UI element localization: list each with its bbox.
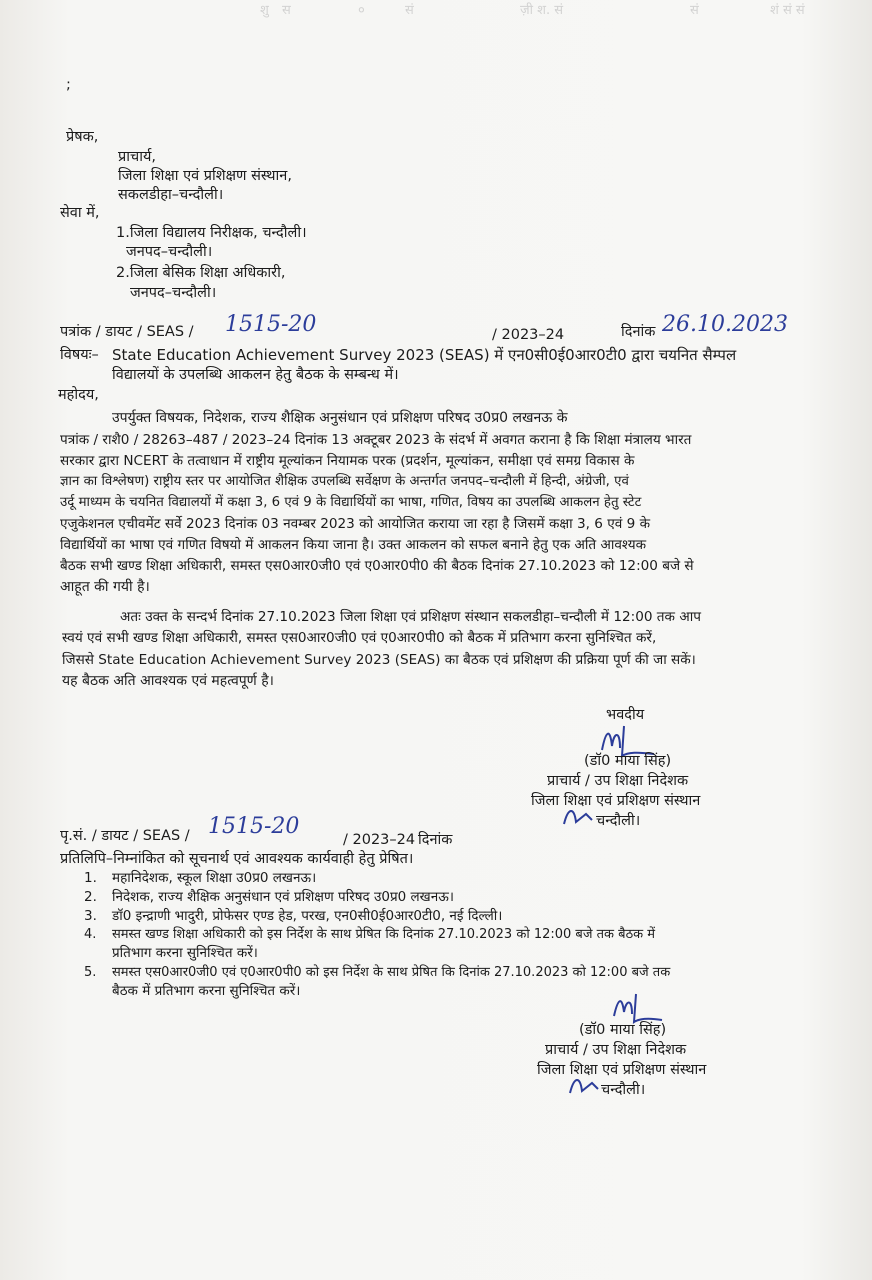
bleed-text: ज़ी श. सं [520, 3, 564, 18]
signatory-name: (डॉ0 माया सिंह) [579, 1022, 667, 1038]
body-line: अतः उक्त के सन्दर्भ दिनांक 27.10.2023 जिला शिक्षा एवं प्रशिक्षण संस्थान सकलडीहा–चन्दौली में 12:00 तक आप [120, 609, 701, 625]
subject-label: विषयः– [60, 347, 99, 363]
list-number: 2. [84, 889, 97, 905]
recipient-line: 1.जिला विद्यालय निरीक्षक, चन्दौली। [116, 225, 307, 241]
bleed-text: सं [690, 3, 699, 18]
list-number: 1. [84, 870, 97, 886]
initials-mark [566, 1073, 602, 1099]
body-line: बैठक सभी खण्ड शिक्षा अधिकारी, समस्त एस0आर0जी0 एवं ए0आर0पी0 की बैठक दिनांक 27.10.2023 को 12:00 बजे से [60, 558, 694, 574]
list-item: समस्त एस0आर0जी0 एवं ए0आर0पी0 को इस निर्देश के साथ प्रेषित कि दिनांक 27.10.2023 को 12:00 बजे तक [112, 965, 671, 980]
date-label: दिनांक [621, 324, 656, 340]
sender-label: प्रेषक, [66, 129, 99, 145]
signatory-org: जिला शिक्षा एवं प्रशिक्षण संस्थान [531, 793, 701, 809]
subject-line: विद्यालयों के उपलब्धि आकलन हेतु बैठक के सम्बन्ध में। [112, 367, 399, 383]
list-item-continued: बैठक में प्रतिभाग करना सुनिश्चित करें। [112, 983, 301, 999]
list-item: निदेशक, राज्य शैक्षिक अनुसंधान एवं प्रशिक्षण परिषद उ0प्र0 लखनऊ। [112, 889, 454, 905]
recipient-line: जनपद–चन्दौली। [126, 244, 213, 260]
body-line: उर्दू माध्यम के चयनित विद्यालयों में कक्षा 3, 6 एवं 9 के विद्यार्थियों का भाषा, गणित, विषय का उपलब्धि आकलन हेतु स्टेट [60, 495, 642, 510]
subject-line: State Education Achievement Survey 2023 (SEAS) में एन0सी0ई0आर0टी0 द्वारा चयनित सैम्पल [112, 346, 737, 364]
bleed-text: स [282, 3, 291, 18]
body-line: पत्रांक / राशै0 / 28263–487 / 2023–24 दिनांक 13 अक्टूबर 2023 के संदर्भ में अवगत कराना है कि शिक्षा मंत्रालय भारत [60, 432, 692, 448]
list-number: 4. [84, 927, 97, 942]
handwritten-date: 26.10.2023 [662, 312, 788, 337]
sender-line: प्राचार्य, [118, 149, 156, 165]
body-line: उपर्युक्त विषयक, निदेशक, राज्य शैक्षिक अनुसंधान एवं प्रशिक्षण परिषद उ0प्र0 लखनऊ के [112, 410, 568, 426]
list-number: 5. [84, 965, 97, 980]
signatory-title: प्राचार्य / उप शिक्षा निदेशक [545, 1042, 687, 1058]
body-line: स्वयं एवं सभी खण्ड शिक्षा अधिकारी, समस्त एस0आर0जी0 एवं ए0आर0पी0 को बैठक में प्रतिभाग करना सुनिश्चित करें, [62, 630, 657, 646]
bleed-text: शु [260, 3, 269, 18]
closing-word: भवदीय [606, 707, 645, 723]
list-item-continued: प्रतिभाग करना सुनिश्चित करें। [112, 945, 258, 961]
list-item: समस्त खण्ड शिक्षा अधिकारी को इस निर्देश के साथ प्रेषित कि दिनांक 27.10.2023 को 12:00 बजे तक बैठक में [112, 927, 656, 942]
stray-mark: ; [66, 77, 71, 93]
recipient-label: सेवा में, [60, 205, 100, 221]
handwritten-endorsement-number: 1515-20 [208, 814, 300, 839]
body-line: सरकार द्वारा NCERT के तत्वाधान में राष्ट्रीय मूल्यांकन नियामक परक (प्रदर्शन, मूल्यांकन, समीक्षा एवं समग्र विकास के [60, 453, 635, 469]
signatory-org: जिला शिक्षा एवं प्रशिक्षण संस्थान [537, 1062, 707, 1078]
list-item: महानिदेशक, स्कूल शिक्षा उ0प्र0 लखनऊ। [112, 870, 317, 886]
body-line: एजुकेशनल एचीवमेंट सर्वे 2023 दिनांक 03 नवम्बर 2023 को आयोजित कराया जा रहा है जिसमें कक्षा 3, 6 एवं 9 के [60, 516, 651, 532]
signatory-title: प्राचार्य / उप शिक्षा निदेशक [547, 773, 689, 789]
signatory-name: (डॉ0 माया सिंह) [584, 753, 672, 769]
reference-year: / 2023–24 [492, 327, 565, 343]
reference-prefix: पत्रांक / डायट / SEAS / [60, 324, 194, 340]
endorsement-year: / 2023–24 [343, 832, 416, 848]
list-item: डॉ0 इन्द्राणी भादुरी, प्रोफेसर एण्ड हेड, परख, एन0सी0ई0आर0टी0, नई दिल्ली। [112, 908, 503, 924]
bleed-text: सं [405, 3, 414, 18]
signatory-place: चन्दौली। [601, 1082, 646, 1098]
signatory-place: चन्दौली। [596, 813, 641, 829]
endorsement-date-label: दिनांक [418, 832, 453, 848]
initials-mark [560, 804, 596, 830]
body-line: यह बैठक अति आवश्यक एवं महत्वपूर्ण है। [62, 673, 274, 689]
body-line: ज्ञान का विश्लेषण) राष्ट्रीय स्तर पर आयोजित शैक्षिक उपलब्धि सर्वेक्षण के अन्तर्गत जनपद–चन्दौली में हिन्दी, अंग्रेजी, एवं [60, 474, 629, 489]
sender-line: जिला शिक्षा एवं प्रशिक्षण संस्थान, [118, 168, 292, 184]
recipient-line: 2.जिला बेसिक शिक्षा अधिकारी, [116, 265, 286, 281]
recipient-line: जनपद–चन्दौली। [130, 285, 217, 301]
copy-line: प्रतिलिपि–निम्नांकित को सूचनार्थ एवं आवश्यक कार्यवाही हेतु प्रेषित। [60, 851, 414, 867]
sender-line: सकलडीहा–चन्दौली। [118, 187, 224, 203]
list-number: 3. [84, 908, 97, 924]
salutation: महोदय, [58, 387, 99, 403]
bleed-text: शं सं सं [770, 3, 805, 18]
endorsement-prefix: पृ.सं. / डायट / SEAS / [60, 828, 190, 844]
handwritten-reference-number: 1515-20 [225, 312, 317, 337]
bleed-text: ० [358, 3, 365, 18]
body-line: विद्यार्थियों का भाषा एवं गणित विषयो में आकलन किया जाना है। उक्त आकलन को सफल बनाने हेतु एक अति आवश्यक [60, 537, 647, 553]
body-line: आहूत की गयी है। [60, 579, 150, 595]
body-line: जिससे State Education Achievement Survey 2023 (SEAS) का बैठक एवं प्रशिक्षण की प्रक्रिया पूर्ण की जा सकें। [62, 652, 696, 668]
